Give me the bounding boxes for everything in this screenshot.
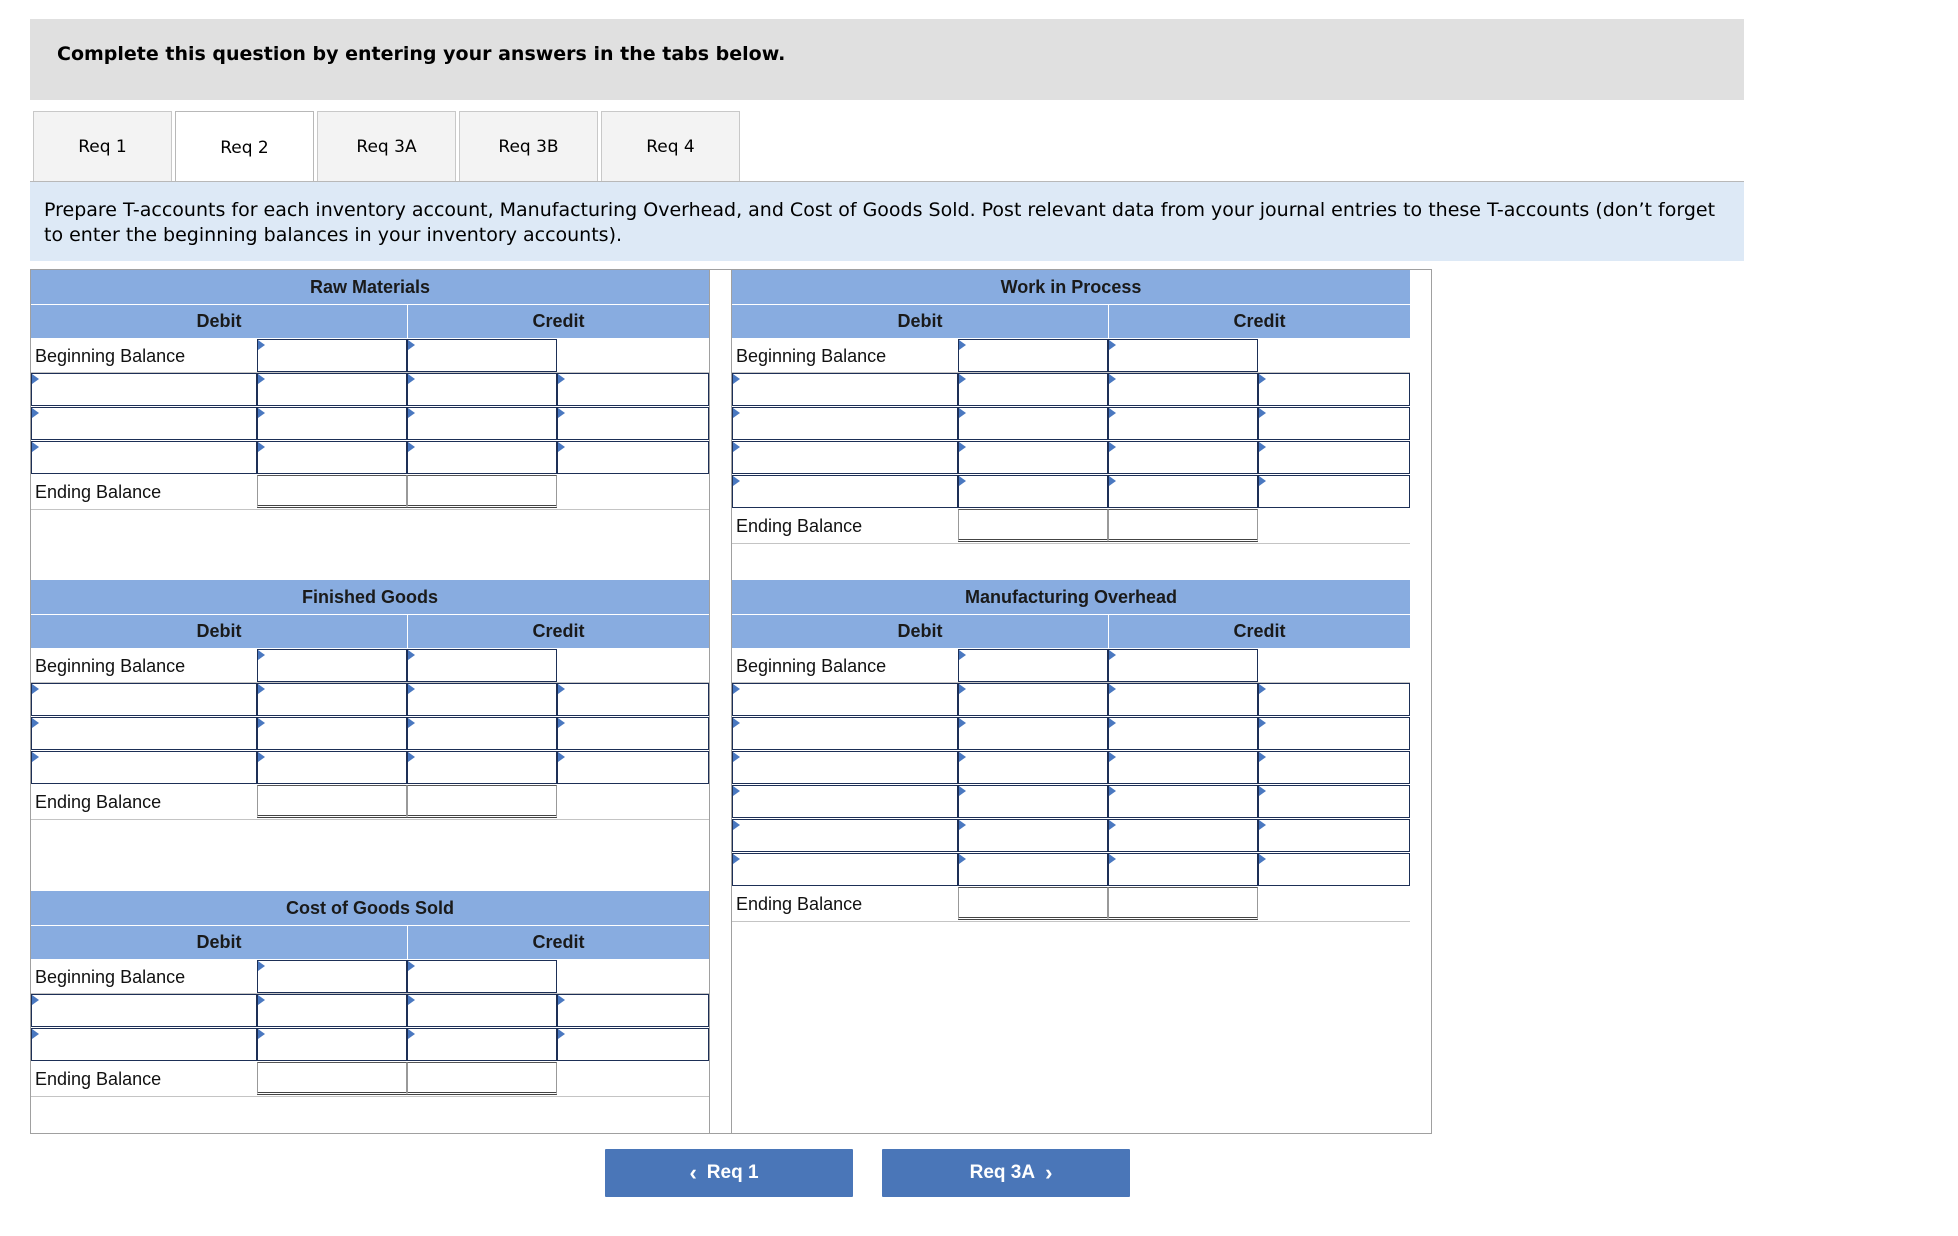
manufacturing-overhead-beginning-credit-input[interactable]	[1108, 649, 1258, 682]
work-in-process-entry-row-1-col-2-input[interactable]	[958, 373, 1108, 406]
row-separator	[31, 819, 709, 820]
finished-goods-entry-row-1-col-1-input[interactable]	[31, 683, 257, 716]
manufacturing-overhead-entry-row-4-col-1-input[interactable]	[732, 785, 958, 818]
manufacturing-overhead-entry-row-2-col-3-input[interactable]	[1108, 717, 1258, 750]
manufacturing-overhead-entry-row-5-col-2-input[interactable]	[958, 819, 1108, 852]
manufacturing-overhead-entry-row-3-col-1-input[interactable]	[732, 751, 958, 784]
work-in-process-entry-row-4-col-2-input[interactable]	[958, 475, 1108, 508]
finished-goods-entry-row-2-col-4-input[interactable]	[557, 717, 709, 750]
chevron-left-icon: ‹	[689, 1160, 697, 1185]
tab-req-1[interactable]: Req 1	[33, 111, 172, 182]
work-in-process-debit-header: Debit	[732, 305, 1108, 338]
raw-materials-entry-row-2-col-2-input[interactable]	[257, 407, 407, 440]
manufacturing-overhead-entry-row-2-col-1-input[interactable]	[732, 717, 958, 750]
finished-goods-credit-header: Credit	[408, 615, 709, 648]
instruction-text: Prepare T-accounts for each inventory account, Manufacturing Overhead, and Cost of Goods Sold. Post relevant data from your journal entries to these T-accounts (don’t forget to enter the beginning balances in your inventory accounts).	[30, 182, 1744, 261]
raw-materials-entry-row-3-col-1-input[interactable]	[31, 441, 257, 474]
raw-materials-beginning-balance-label: Beginning Balance	[35, 345, 186, 366]
cost-of-goods-sold-ending-credit-total	[407, 1062, 557, 1095]
manufacturing-overhead-entry-row-6-col-3-input[interactable]	[1108, 853, 1258, 886]
raw-materials-credit-header: Credit	[408, 305, 709, 338]
raw-materials-entry-row-2-col-4-input[interactable]	[557, 407, 709, 440]
prev-req-label: Req 1	[706, 1162, 759, 1183]
work-in-process-entry-row-1-col-3-input[interactable]	[1108, 373, 1258, 406]
finished-goods-debit-header: Debit	[31, 615, 407, 648]
finished-goods-entry-row-2-col-1-input[interactable]	[31, 717, 257, 750]
manufacturing-overhead-title: Manufacturing Overhead	[732, 580, 1410, 614]
manufacturing-overhead-entry-row-3-col-4-input[interactable]	[1258, 751, 1410, 784]
finished-goods-ending-credit-total	[407, 785, 557, 818]
row-separator	[31, 1096, 709, 1097]
raw-materials-entry-row-3-col-3-input[interactable]	[407, 441, 557, 474]
manufacturing-overhead-entry-row-1-col-3-input[interactable]	[1108, 683, 1258, 716]
work-in-process-entry-row-3-col-1-input[interactable]	[732, 441, 958, 474]
cost-of-goods-sold-entry-row-2-col-1-input[interactable]	[31, 1028, 257, 1061]
manufacturing-overhead-entry-row-6-col-1-input[interactable]	[732, 853, 958, 886]
work-in-process-entry-row-3-col-2-input[interactable]	[958, 441, 1108, 474]
raw-materials-entry-row-2-col-1-input[interactable]	[31, 407, 257, 440]
raw-materials-entry-row-1-col-4-input[interactable]	[557, 373, 709, 406]
raw-materials-entry-row-1-col-1-input[interactable]	[31, 373, 257, 406]
prev-req-button[interactable]	[605, 1149, 853, 1197]
finished-goods-entry-row-1-col-2-input[interactable]	[257, 683, 407, 716]
work-in-process-beginning-debit-input[interactable]	[958, 339, 1108, 372]
question-header	[30, 19, 1744, 100]
work-in-process-ending-credit-total	[1108, 509, 1258, 542]
work-in-process-entry-row-2-col-2-input[interactable]	[958, 407, 1108, 440]
raw-materials-beginning-debit-input[interactable]	[257, 339, 407, 372]
cost-of-goods-sold-entry-row-2-col-3-input[interactable]	[407, 1028, 557, 1061]
work-in-process-entry-row-2-col-1-input[interactable]	[732, 407, 958, 440]
finished-goods-entry-row-3-col-2-input[interactable]	[257, 751, 407, 784]
manufacturing-overhead-credit-header: Credit	[1109, 615, 1410, 648]
work-in-process-entry-row-2-col-4-input[interactable]	[1258, 407, 1410, 440]
manufacturing-overhead-entry-row-4-col-4-input[interactable]	[1258, 785, 1410, 818]
work-in-process-entry-row-3-col-4-input[interactable]	[1258, 441, 1410, 474]
manufacturing-overhead-entry-row-6-col-4-input[interactable]	[1258, 853, 1410, 886]
manufacturing-overhead-debit-header: Debit	[732, 615, 1108, 648]
cost-of-goods-sold-beginning-debit-input[interactable]	[257, 960, 407, 993]
finished-goods-beginning-debit-input[interactable]	[257, 649, 407, 682]
cost-of-goods-sold-entry-row-1-col-3-input[interactable]	[407, 994, 557, 1027]
work-in-process-beginning-credit-input[interactable]	[1108, 339, 1258, 372]
manufacturing-overhead-entry-row-1-col-4-input[interactable]	[1258, 683, 1410, 716]
manufacturing-overhead-ending-balance-label: Ending Balance	[736, 893, 863, 914]
t-accounts-area	[30, 269, 1432, 1134]
work-in-process-ending-debit-total	[958, 509, 1108, 542]
work-in-process-entry-row-3-col-3-input[interactable]	[1108, 441, 1258, 474]
work-in-process-entry-row-4-col-1-input[interactable]	[732, 475, 958, 508]
raw-materials-entry-row-3-col-4-input[interactable]	[557, 441, 709, 474]
column-divider	[709, 270, 732, 1133]
raw-materials-entry-row-3-col-2-input[interactable]	[257, 441, 407, 474]
manufacturing-overhead-entry-row-5-col-3-input[interactable]	[1108, 819, 1258, 852]
question-header-title: Complete this question by entering your answers in the tabs below.	[57, 43, 786, 65]
manufacturing-overhead-entry-row-1-col-2-input[interactable]	[958, 683, 1108, 716]
raw-materials-ending-debit-total	[257, 475, 407, 508]
work-in-process-entry-row-2-col-3-input[interactable]	[1108, 407, 1258, 440]
manufacturing-overhead-beginning-debit-input[interactable]	[958, 649, 1108, 682]
raw-materials-debit-header: Debit	[31, 305, 407, 338]
finished-goods-beginning-balance-label: Beginning Balance	[35, 655, 186, 676]
manufacturing-overhead-entry-row-4-col-3-input[interactable]	[1108, 785, 1258, 818]
tab-req-4[interactable]: Req 4	[601, 111, 740, 182]
finished-goods-ending-debit-total	[257, 785, 407, 818]
manufacturing-overhead-ending-credit-total	[1108, 887, 1258, 920]
finished-goods-ending-balance-label: Ending Balance	[35, 791, 162, 812]
cost-of-goods-sold-ending-balance-label: Ending Balance	[35, 1068, 162, 1089]
cost-of-goods-sold-entry-row-1-col-1-input[interactable]	[31, 994, 257, 1027]
manufacturing-overhead-entry-row-5-col-1-input[interactable]	[732, 819, 958, 852]
row-separator	[732, 921, 1410, 922]
tab-req-3b[interactable]: Req 3B	[459, 111, 598, 182]
finished-goods-title: Finished Goods	[31, 580, 709, 614]
finished-goods-entry-row-3-col-3-input[interactable]	[407, 751, 557, 784]
cost-of-goods-sold-title: Cost of Goods Sold	[31, 891, 709, 925]
finished-goods-entry-row-2-col-2-input[interactable]	[257, 717, 407, 750]
manufacturing-overhead-entry-row-2-col-2-input[interactable]	[958, 717, 1108, 750]
work-in-process-title: Work in Process	[732, 270, 1410, 304]
cost-of-goods-sold-beginning-balance-label: Beginning Balance	[35, 966, 186, 987]
work-in-process-entry-row-4-col-4-input[interactable]	[1258, 475, 1410, 508]
tab-req-2[interactable]: Req 2	[175, 111, 314, 184]
cost-of-goods-sold-beginning-credit-input[interactable]	[407, 960, 557, 993]
raw-materials-title: Raw Materials	[31, 270, 709, 304]
work-in-process-ending-balance-label: Ending Balance	[736, 515, 863, 536]
manufacturing-overhead-entry-row-2-col-4-input[interactable]	[1258, 717, 1410, 750]
manufacturing-overhead-ending-debit-total	[958, 887, 1108, 920]
finished-goods-beginning-credit-input[interactable]	[407, 649, 557, 682]
cost-of-goods-sold-ending-debit-total	[257, 1062, 407, 1095]
finished-goods-entry-row-3-col-1-input[interactable]	[31, 751, 257, 784]
next-req-button[interactable]	[882, 1149, 1130, 1197]
manufacturing-overhead-entry-row-1-col-1-input[interactable]	[732, 683, 958, 716]
chevron-right-icon: ›	[1045, 1160, 1053, 1185]
work-in-process-entry-row-1-col-1-input[interactable]	[732, 373, 958, 406]
tab-req-3a[interactable]: Req 3A	[317, 111, 456, 182]
manufacturing-overhead-beginning-balance-label: Beginning Balance	[736, 655, 887, 676]
finished-goods-entry-row-3-col-4-input[interactable]	[557, 751, 709, 784]
finished-goods-entry-row-1-col-3-input[interactable]	[407, 683, 557, 716]
manufacturing-overhead-entry-row-3-col-2-input[interactable]	[958, 751, 1108, 784]
next-req-label: Req 3A	[969, 1162, 1036, 1183]
raw-materials-entry-row-1-col-2-input[interactable]	[257, 373, 407, 406]
manufacturing-overhead-entry-row-5-col-4-input[interactable]	[1258, 819, 1410, 852]
raw-materials-ending-credit-total	[407, 475, 557, 508]
manufacturing-overhead-entry-row-3-col-3-input[interactable]	[1108, 751, 1258, 784]
cost-of-goods-sold-entry-row-2-col-4-input[interactable]	[557, 1028, 709, 1061]
work-in-process-credit-header: Credit	[1109, 305, 1410, 338]
cost-of-goods-sold-entry-row-1-col-4-input[interactable]	[557, 994, 709, 1027]
manufacturing-overhead-entry-row-4-col-2-input[interactable]	[958, 785, 1108, 818]
finished-goods-entry-row-2-col-3-input[interactable]	[407, 717, 557, 750]
finished-goods-entry-row-1-col-4-input[interactable]	[557, 683, 709, 716]
row-separator	[31, 509, 709, 510]
cost-of-goods-sold-debit-header: Debit	[31, 926, 407, 959]
raw-materials-ending-balance-label: Ending Balance	[35, 481, 162, 502]
raw-materials-entry-row-2-col-3-input[interactable]	[407, 407, 557, 440]
manufacturing-overhead-entry-row-6-col-2-input[interactable]	[958, 853, 1108, 886]
row-separator	[732, 543, 1410, 544]
work-in-process-entry-row-1-col-4-input[interactable]	[1258, 373, 1410, 406]
cost-of-goods-sold-credit-header: Credit	[408, 926, 709, 959]
cost-of-goods-sold-entry-row-2-col-2-input[interactable]	[257, 1028, 407, 1061]
work-in-process-entry-row-4-col-3-input[interactable]	[1108, 475, 1258, 508]
raw-materials-entry-row-1-col-3-input[interactable]	[407, 373, 557, 406]
raw-materials-beginning-credit-input[interactable]	[407, 339, 557, 372]
cost-of-goods-sold-entry-row-1-col-2-input[interactable]	[257, 994, 407, 1027]
work-in-process-beginning-balance-label: Beginning Balance	[736, 345, 887, 366]
